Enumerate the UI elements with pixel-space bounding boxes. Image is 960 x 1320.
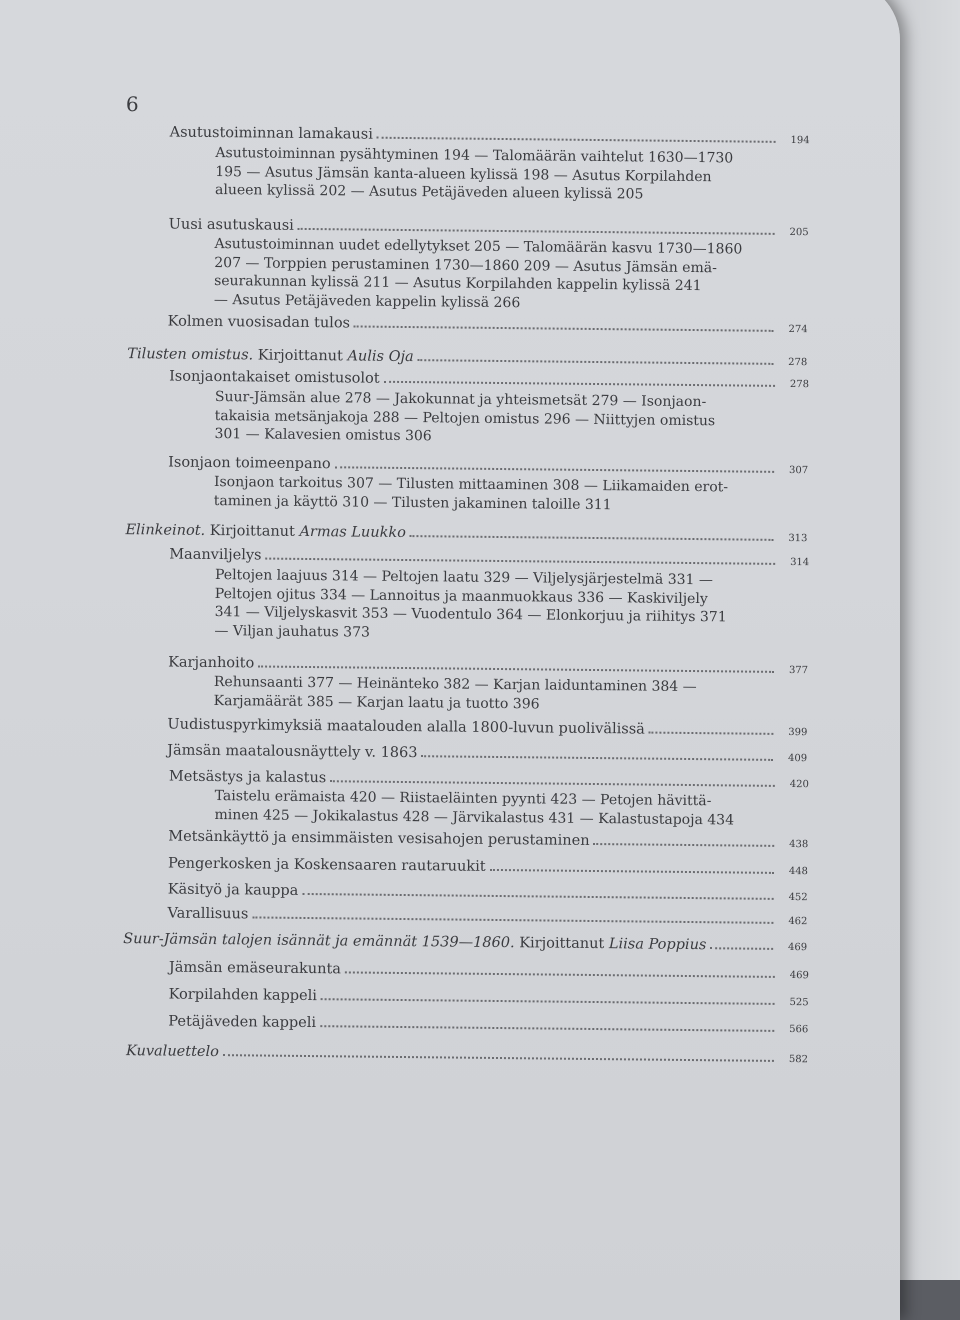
entry-title: Isonjaon toimeenpano [168,454,331,473]
chapter-author: Liisa Poppius [608,936,707,954]
toc-chapter [125,522,807,547]
entry-page: 274 [788,324,808,336]
detail-line: Asutustoiminnan uudet edellytykset 205 — Talomäärän kasvu 1730—1860 [214,235,743,258]
leader-dots [710,947,773,950]
entry-page: 278 [789,379,810,391]
detail-line: 341 — Viljelyskasvit 353 — Vuodentulo 364 — Elonkorjuu ja riihitys 371 [214,604,727,626]
chapter-page: 313 [788,533,808,545]
leader-dots [298,228,775,235]
entry-page: 452 [788,892,808,904]
toc-entry [168,856,808,881]
entry-title: Petäjäveden kappeli [168,1013,317,1032]
detail-line: 301 — Kalavesien omistus 306 [214,426,432,445]
entry-page: 194 [790,135,810,147]
toc-entry [167,906,807,931]
chapter-author: Aulis Oja [347,348,414,366]
entry-page: 377 [788,665,809,677]
detail-line: takaisia metsänjakoja 288 — Peltojen omistus 296 — Niittyjen omistus [214,407,716,429]
detail-line: Taistelu erämaista 420 — Riistaeläinten pyynti 423 — Petojen hävittä- [214,788,712,810]
detail-line: seurakunnan kylissä 211 — Asutus Korpilahden kappelin kylissä 241 [214,272,702,295]
entry-page: 525 [789,997,809,1009]
entry-title: Jämsän maatalousnäyttely v. 1863 [167,742,418,762]
toc-entry [169,960,809,985]
toc-entry [167,743,807,768]
chapter-page: 469 [788,942,808,954]
chapter-author-prefix: Kirjoittanut [209,522,295,540]
leader-dots [384,381,775,387]
entry-title: Asutustoiminnan lamakausi [169,124,373,143]
entry-details [214,787,734,829]
entry-page: 399 [788,727,808,739]
entry-title: Uusi asutuskausi [168,216,294,234]
leader-dots [418,359,774,365]
toc-entry [168,1014,808,1039]
leader-dots [320,1025,774,1032]
entry-title: Varallisuus [167,905,249,923]
entry-title: Kolmen vuosisadan tulos [167,313,351,332]
entry-details [214,566,727,645]
leader-dots [252,916,773,923]
chapter-author: Armas Luukko [299,523,407,542]
entry-title: Uudistuspyrkimyksiä maatalouden alalla 1800-luvun puolivälissä [167,716,645,738]
entry-title: Jämsän emäseurakunta [168,959,342,978]
detail-line: Suur-Jämsän alue 278 — Jakokunnat ja yhteismetsät 279 — Isonjaon- [214,389,707,411]
leader-dots [258,665,774,672]
toc-entry [168,314,808,339]
leader-dots [594,843,775,847]
leader-dots [649,732,774,735]
entry-title: Käsityö ja kauppa [167,881,299,899]
toc-entry [167,717,807,742]
entry-details [215,144,733,205]
detail-line: Peltojen laajuus 314 — Peltojen laatu 329 — Viljelysjärjestelmä 331 — [214,567,714,589]
entry-page: 448 [788,866,809,878]
leader-dots [321,998,775,1005]
leader-dots [345,971,775,978]
entry-page: 314 [790,557,810,569]
entry-page: 409 [787,753,808,765]
entry-page: 420 [789,779,809,791]
detail-line: alueen kylissä 202 — Asutus Petäjäveden alueen kylissä 205 [214,182,644,203]
toc-entry [168,882,808,907]
chapter-page: 582 [788,1054,809,1066]
detail-line: Karjamäärät 385 — Karjan laatu ja tuotto 396 [213,692,540,712]
entry-page: 307 [789,465,809,477]
leader-dots [330,780,775,787]
detail-line: Rehunsaanti 377 — Heinänteko 382 — Karjan laiduntaminen 384 — [213,674,697,696]
toc-entry [169,987,809,1012]
entry-details [214,235,743,315]
chapter-author-prefix: Kirjoittanut [519,935,605,953]
chapter-title: Tilusten omistus. [127,346,254,364]
entry-title: Metsänkäyttö ja ensimmäisten vesisahojen perustaminen [168,828,590,849]
toc-chapter [127,346,807,371]
toc-chapter [126,1043,808,1068]
leader-dots [265,558,775,565]
entry-title: Karjanhoito [168,654,255,672]
detail-line: Peltojen ojitus 334 — Lannoitus ja maanmuokkaus 336 — Kaskiviljely [214,585,708,607]
toc-chapter [123,931,807,956]
entry-details [214,673,697,715]
detail-line: minen 425 — Jokikalastus 428 — Järvikalastus 431 — Kalastustapoja 434 [214,806,735,828]
leader-dots [335,466,774,473]
detail-line: 195 — Asutus Jämsän kanta-alueen kylissä 198 — Asutus Korpilahden [215,163,712,185]
detail-line: — Viljan jauhatus 373 [214,622,371,641]
chapter-title: Kuvaluettelo [125,1043,219,1061]
entry-page: 469 [789,970,809,982]
leader-dots [490,869,774,874]
chapter-page: 278 [788,357,808,369]
entry-title: Isonjaontakaiset omistusolot [169,368,380,387]
detail-line: Asutustoiminnan pysähtyminen 194 — Talomäärän vaihtelut 1630—1730 [215,145,734,167]
entry-title: Pengerkosken ja Koskensaaren rautaruukit [167,855,486,875]
entry-page: 438 [789,839,809,851]
chapter-title: Suur-Jämsän talojen isännät ja emännät 1539—1860. [123,931,515,952]
chapter-title: Elinkeinot. [125,522,206,539]
detail-line: Isonjaon tarkoitus 307 — Tilusten mittaaminen 308 — Liikamaiden erot- [213,474,729,496]
entry-page: 462 [788,916,808,928]
leader-dots [302,893,773,900]
toc-entry [168,829,808,854]
leader-dots [421,755,773,761]
detail-line: 207 — Torppien perustaminen 1730—1860 209 — Asutus Jämsän emä- [214,254,717,276]
entry-details [214,388,715,449]
chapter-author-prefix: Kirjoittanut [257,347,343,365]
leader-dots [223,1054,774,1062]
leader-dots [377,137,776,143]
detail-line: — Asutus Petäjäveden kappelin kylissä 266 [213,291,521,311]
leader-dots [410,535,774,541]
entry-page: 205 [789,227,809,239]
entry-page: 566 [789,1024,809,1036]
page-number: 6 [125,92,139,117]
entry-title: Korpilahden kappeli [168,986,318,1005]
entry-details [214,473,728,515]
entry-title: Maanviljelys [169,546,262,564]
detail-line: taminen ja käyttö 310 — Tilusten jakaminen taloille 311 [213,492,612,513]
entry-title: Metsästys ja kalastus [168,768,327,787]
leader-dots [354,325,774,331]
